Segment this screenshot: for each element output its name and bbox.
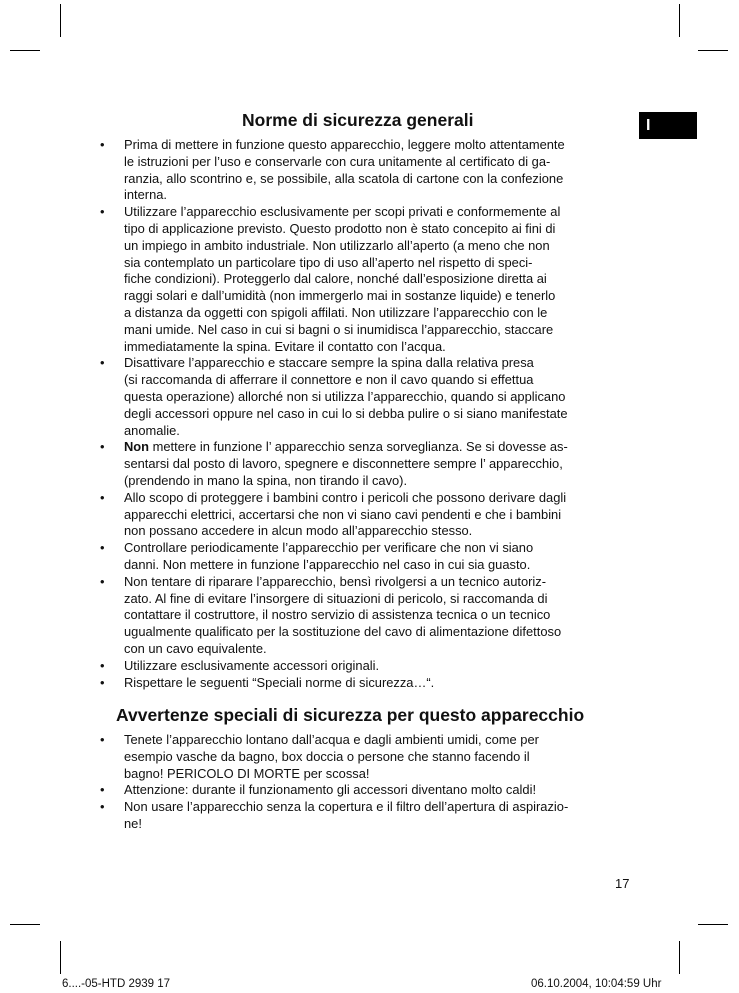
list-item-line: raggi solari e dall’umidità (non immergerlo mai in sostanze liquide) e tenerlo: [124, 288, 556, 304]
list-item: [98, 732, 643, 782]
list-item-line: immediatamente la spina. Evitare il contatto con l’acqua.: [124, 338, 446, 354]
page-number: 17: [615, 876, 630, 891]
list-item-line: [124, 439, 643, 456]
crop-mark: [60, 941, 61, 974]
crop-mark: [10, 50, 40, 51]
crop-mark: [698, 924, 728, 925]
list-item-line: non possano accedere in alcun modo all’apparecchio stesso.: [124, 523, 473, 539]
section-title-general-safety: Norme di sicurezza generali: [242, 110, 474, 130]
list-item-line: • Rispettare le seguenti “Speciali norme di sicurezza…“.: [124, 674, 435, 690]
list-item-line: mani umide. Nel caso in cui si bagni o si inumidisca l’apparecchio, staccare: [124, 321, 554, 337]
list-item-line: • Prima di mettere in funzione questo apparecchio, leggere molto attentamente: [124, 137, 565, 152]
crop-mark: [10, 924, 40, 925]
list-item: [98, 439, 643, 489]
list-item: [98, 782, 643, 799]
crop-mark: [679, 941, 680, 974]
list-item-line: • Attenzione: durante il funzionamento gli accessori diventano molto caldi!: [124, 782, 537, 798]
list-item-line: tipo di applicazione previsto. Questo prodotto non è stato concepito ai fini di: [124, 220, 556, 236]
footer-file-info: 6....-05-HTD 2939 17: [62, 978, 171, 990]
list-item-line: (si raccomanda di afferrare il connettore e non il cavo quando si effettua: [124, 372, 534, 388]
list-item-line: anomalie.: [124, 422, 180, 438]
list-item-line: contattare il costruttore, il nostro servizio di assistenza tecnica o un tecnico: [124, 607, 551, 623]
list-item-line: • Utilizzare esclusivamente accessori originali.: [124, 657, 380, 673]
list-item-line: • Non usare l’apparecchio senza la copertura e il filtro dell’apertura di aspirazio-: [124, 799, 569, 815]
list-item: [98, 355, 643, 439]
list-item-line: bagno! PERICOLO DI MORTE per scossa!: [124, 765, 370, 781]
list-item: [98, 204, 643, 355]
crop-mark: [60, 4, 61, 37]
list-item: [98, 540, 643, 574]
list-item-line: ugualmente qualificato per la sostituzione del cavo di alimentazione difettoso: [124, 624, 562, 640]
list-item: [98, 137, 643, 204]
special-warnings-list: [98, 732, 643, 833]
list-item-line: sia contemplato un particolare tipo di uso all’aperto nel rispetto di speci-: [124, 254, 533, 270]
list-item-line: apparecchi elettrici, accertarsi che non vi siano cavi pendenti e che i bambini: [124, 506, 562, 522]
list-item-line: ranzia, allo scontrino e, se possibile, alla scatola di cartone con la confezione: [124, 170, 564, 186]
list-item-line: esempio vasche da bagno, box doccia o persone che stanno facendo il: [124, 748, 530, 764]
list-item-line: sentarsi dal posto di lavoro, spegnere e disconnettere sempre l’ apparecchio,: [124, 456, 563, 472]
list-item-line: • Disattivare l’apparecchio e staccare sempre la spina dalla relativa presa: [124, 355, 534, 371]
list-item: [98, 490, 643, 540]
list-item-line: • Non tentare di riparare l’apparecchio, bensì rivolgersi a un tecnico autoriz-: [124, 573, 547, 589]
list-item-line: • Allo scopo di proteggere i bambini contro i pericoli che possono derivare dagli: [124, 489, 567, 505]
list-item-line: interna.: [124, 187, 167, 203]
list-item-line: con un cavo equivalente.: [124, 640, 267, 656]
crop-mark: [698, 50, 728, 51]
section-title-special-warnings: Avvertenze speciali di sicurezza per questo apparecchio: [116, 705, 585, 725]
list-item: [98, 799, 643, 833]
list-item-line: degli accessori oppure nel caso in cui lo si debba pulire o si siano manifestate: [124, 405, 568, 421]
bold-lead-word: Non: [124, 439, 150, 455]
list-item-line: un impiego in ambito industriale. Non utilizzarlo all’aperto (a meno che non: [124, 237, 550, 253]
list-item: [98, 658, 643, 675]
list-item-line: zato. Al fine di evitare l’insorgere di situazioni di pericolo, si raccomanda di: [124, 590, 548, 606]
list-item: [98, 675, 643, 692]
list-item-line-text: mettere in funzione l’ apparecchio senza sorveglianza. Se si dovesse as-: [149, 439, 568, 455]
list-item: [98, 574, 643, 658]
list-item-line: ne!: [124, 815, 142, 831]
crop-mark: [679, 4, 680, 37]
footer-timestamp: 06.10.2004, 10:04:59 Uhr: [531, 978, 662, 990]
list-item-line: fiche condizioni). Proteggerlo dal calore, nonché dall’esposizione diretta ai: [124, 271, 547, 287]
list-item-line: questa operazione) allorché non si utilizza l’apparecchio, quando si applicano: [124, 388, 566, 404]
list-item-line: (prendendo in mano la spina, non tirando il cavo).: [124, 472, 408, 488]
list-item-line: danni. Non mettere in funzione l’apparecchio nel caso in cui sia guasto.: [124, 556, 531, 572]
language-tab: I: [639, 112, 697, 139]
list-item-line: • Controllare periodicamente l’apparecchio per verificare che non vi siano: [124, 540, 534, 556]
list-item-line: • Utilizzare l’apparecchio esclusivamente per scopi privati e conformemente al: [124, 204, 561, 220]
list-item-line: • Tenete l’apparecchio lontano dall’acqua e dagli ambienti umidi, come per: [124, 732, 539, 747]
list-item-line: le istruzioni per l’uso e conservarle con cura unitamente al certificato di ga-: [124, 153, 551, 169]
general-safety-list: [98, 137, 643, 691]
list-item-line: a distanza da oggetti con spigoli affilati. Non utilizzare l’apparecchio con le: [124, 304, 548, 320]
